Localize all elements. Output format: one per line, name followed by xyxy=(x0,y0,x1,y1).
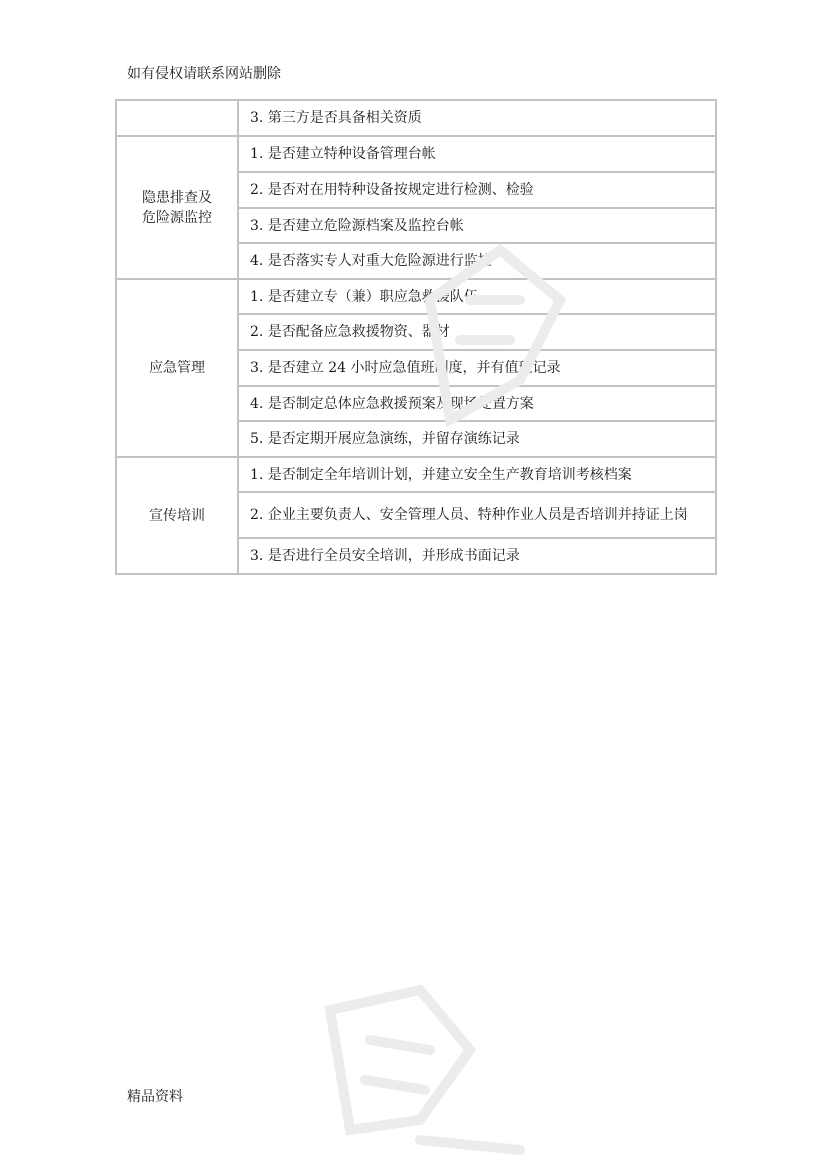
category-cell-emergency: 应急管理 xyxy=(116,279,238,457)
checklist-item: 3. 是否建立危险源档案及监控台帐 xyxy=(238,208,716,243)
table-row xyxy=(116,100,716,136)
checklist-item: 2. 是否对在用特种设备按规定进行检测、检验 xyxy=(238,172,716,208)
checklist-item: 2. 是否配备应急救援物资、器材 xyxy=(238,314,716,350)
category-label-line: 危险源监控 xyxy=(142,209,212,226)
checklist-item: 3. 是否建立 24 小时应急值班制度，并有值班记录 xyxy=(238,350,716,386)
checklist-item: 3. 是否进行全员安全培训，并形成书面记录 xyxy=(238,538,716,574)
header-note: 如有侵权请联系网站删除 xyxy=(127,66,281,82)
footer-note: 精品资料 xyxy=(127,1089,183,1105)
category-cell-hazard xyxy=(116,136,238,279)
checklist-item: 1. 是否制定全年培训计划，并建立安全生产教育培训考核档案 xyxy=(238,457,716,492)
table-row xyxy=(116,136,716,172)
checklist-item: 1. 是否建立特种设备管理台帐 xyxy=(238,136,716,172)
checklist-item: 4. 是否制定总体应急救援预案及现场处置方案 xyxy=(238,386,716,421)
category-cell-training: 宣传培训 xyxy=(116,457,238,574)
category-label-line: 隐患排查及 xyxy=(142,189,212,206)
checklist-item: 1. 是否建立专（兼）职应急救援队伍 xyxy=(238,279,716,314)
category-cell-empty xyxy=(116,100,238,136)
checklist-item: 2. 企业主要负责人、安全管理人员、特种作业人员是否培训并持证上岗 xyxy=(238,492,716,538)
checklist-item: 4. 是否落实专人对重大危险源进行监控 xyxy=(238,243,716,279)
checklist-item: 5. 是否定期开展应急演练，并留存演练记录 xyxy=(238,421,716,457)
table-row xyxy=(116,457,716,492)
checklist-item: 3. 第三方是否具备相关资质 xyxy=(238,100,716,136)
watermark-mark xyxy=(330,990,520,1150)
safety-checklist-table xyxy=(115,99,717,575)
table-row xyxy=(116,279,716,314)
